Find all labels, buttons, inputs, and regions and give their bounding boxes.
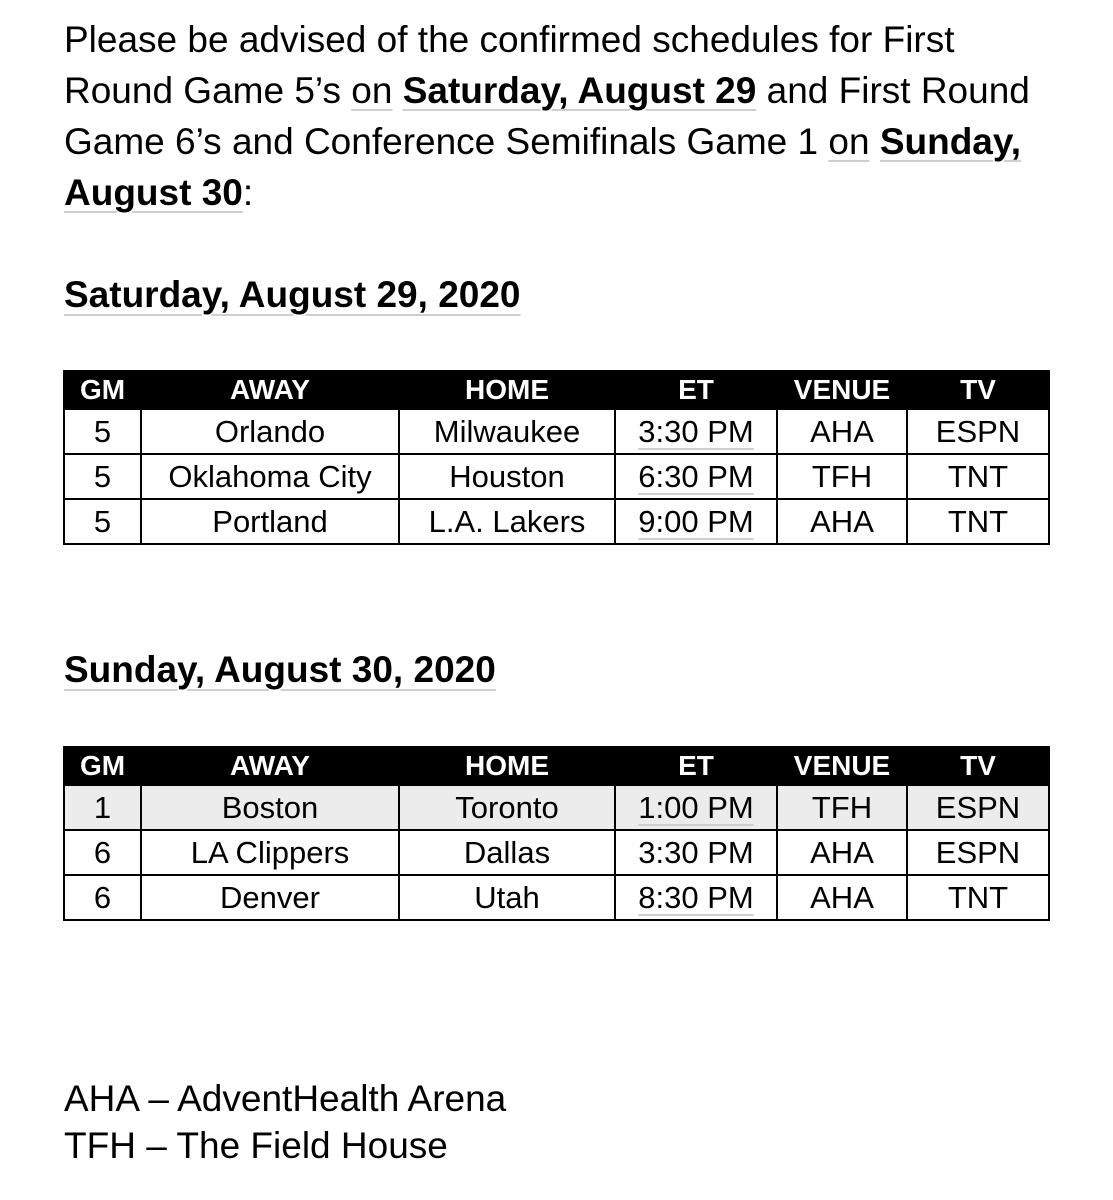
table-header-row (64, 747, 1049, 785)
header-away: AWAY (141, 371, 399, 409)
cell-tv: TNT (907, 499, 1049, 544)
header-tv: TV (907, 371, 1049, 409)
cell-et-text: 8:30 PM (638, 879, 754, 915)
cell-away: Portland (141, 499, 399, 544)
intro-date-saturday: Saturday, August 29 (402, 70, 757, 111)
cell-et-text: 9:00 PM (638, 503, 754, 539)
cell-et-text: 6:30 PM (638, 458, 754, 494)
intro-text-2: and First Round Game 6’s and Conference Semifinals Game 1 (64, 70, 1030, 162)
cell-gm: 6 (64, 875, 141, 920)
sunday-schedule-table (63, 746, 1050, 921)
header-et: ET (615, 371, 777, 409)
header-home: HOME (399, 747, 615, 785)
cell-et (615, 409, 777, 454)
intro-space-1 (392, 70, 402, 111)
intro-paragraph (64, 14, 1064, 218)
cell-away: Boston (141, 785, 399, 830)
cell-gm: 6 (64, 830, 141, 875)
intro-date-sunday: Sunday, August 30 (64, 121, 1021, 213)
header-venue: VENUE (777, 371, 907, 409)
cell-home: Houston (399, 454, 615, 499)
cell-away: Oklahoma City (141, 454, 399, 499)
venue-legend (64, 1075, 506, 1169)
intro-space-2 (870, 121, 880, 162)
legend-item-aha: AHA – AdventHealth Arena (64, 1078, 507, 1119)
cell-venue: TFH (777, 785, 907, 830)
cell-gm: 5 (64, 454, 141, 499)
cell-venue: AHA (777, 875, 907, 920)
header-gm: GM (64, 747, 141, 785)
cell-tv: ESPN (907, 830, 1049, 875)
sunday-title: Sunday, August 30, 2020 (64, 649, 496, 690)
cell-et (615, 499, 777, 544)
table-header-row (64, 371, 1049, 409)
cell-away: Orlando (141, 409, 399, 454)
cell-venue: TFH (777, 454, 907, 499)
cell-et-text: 1:00 PM (638, 789, 754, 825)
cell-home: Toronto (399, 785, 615, 830)
intro-colon: : (242, 172, 254, 213)
legend-item-tfh: TFH – The Field House (64, 1125, 448, 1166)
header-tv: TV (907, 747, 1049, 785)
saturday-schedule-table (63, 370, 1050, 545)
intro-on-2: on (828, 121, 870, 162)
cell-away: LA Clippers (141, 830, 399, 875)
cell-away: Denver (141, 875, 399, 920)
table-row (64, 875, 1049, 920)
table-row (64, 454, 1049, 499)
cell-et (615, 785, 777, 830)
header-venue: VENUE (777, 747, 907, 785)
cell-et (615, 454, 777, 499)
cell-tv: ESPN (907, 785, 1049, 830)
intro-text-1: Please be advised of the confirmed schedules for First Round Game 5’s (64, 19, 955, 111)
cell-tv: TNT (907, 454, 1049, 499)
cell-et-text: 3:30 PM (638, 413, 754, 449)
cell-tv: TNT (907, 875, 1049, 920)
header-gm: GM (64, 371, 141, 409)
cell-gm: 1 (64, 785, 141, 830)
cell-venue: AHA (777, 499, 907, 544)
table-row (64, 785, 1049, 830)
table-row (64, 499, 1049, 544)
cell-et: 3:30 PM (615, 830, 777, 875)
header-away: AWAY (141, 747, 399, 785)
cell-gm: 5 (64, 499, 141, 544)
cell-et (615, 875, 777, 920)
header-et: ET (615, 747, 777, 785)
cell-home: Milwaukee (399, 409, 615, 454)
header-home: HOME (399, 371, 615, 409)
cell-tv: ESPN (907, 409, 1049, 454)
cell-venue: AHA (777, 409, 907, 454)
saturday-title: Saturday, August 29, 2020 (64, 274, 521, 315)
intro-on-1: on (351, 70, 393, 111)
cell-gm: 5 (64, 409, 141, 454)
cell-home: Dallas (399, 830, 615, 875)
cell-venue: AHA (777, 830, 907, 875)
cell-home: Utah (399, 875, 615, 920)
table-row (64, 409, 1049, 454)
table-row (64, 830, 1049, 875)
cell-home: L.A. Lakers (399, 499, 615, 544)
